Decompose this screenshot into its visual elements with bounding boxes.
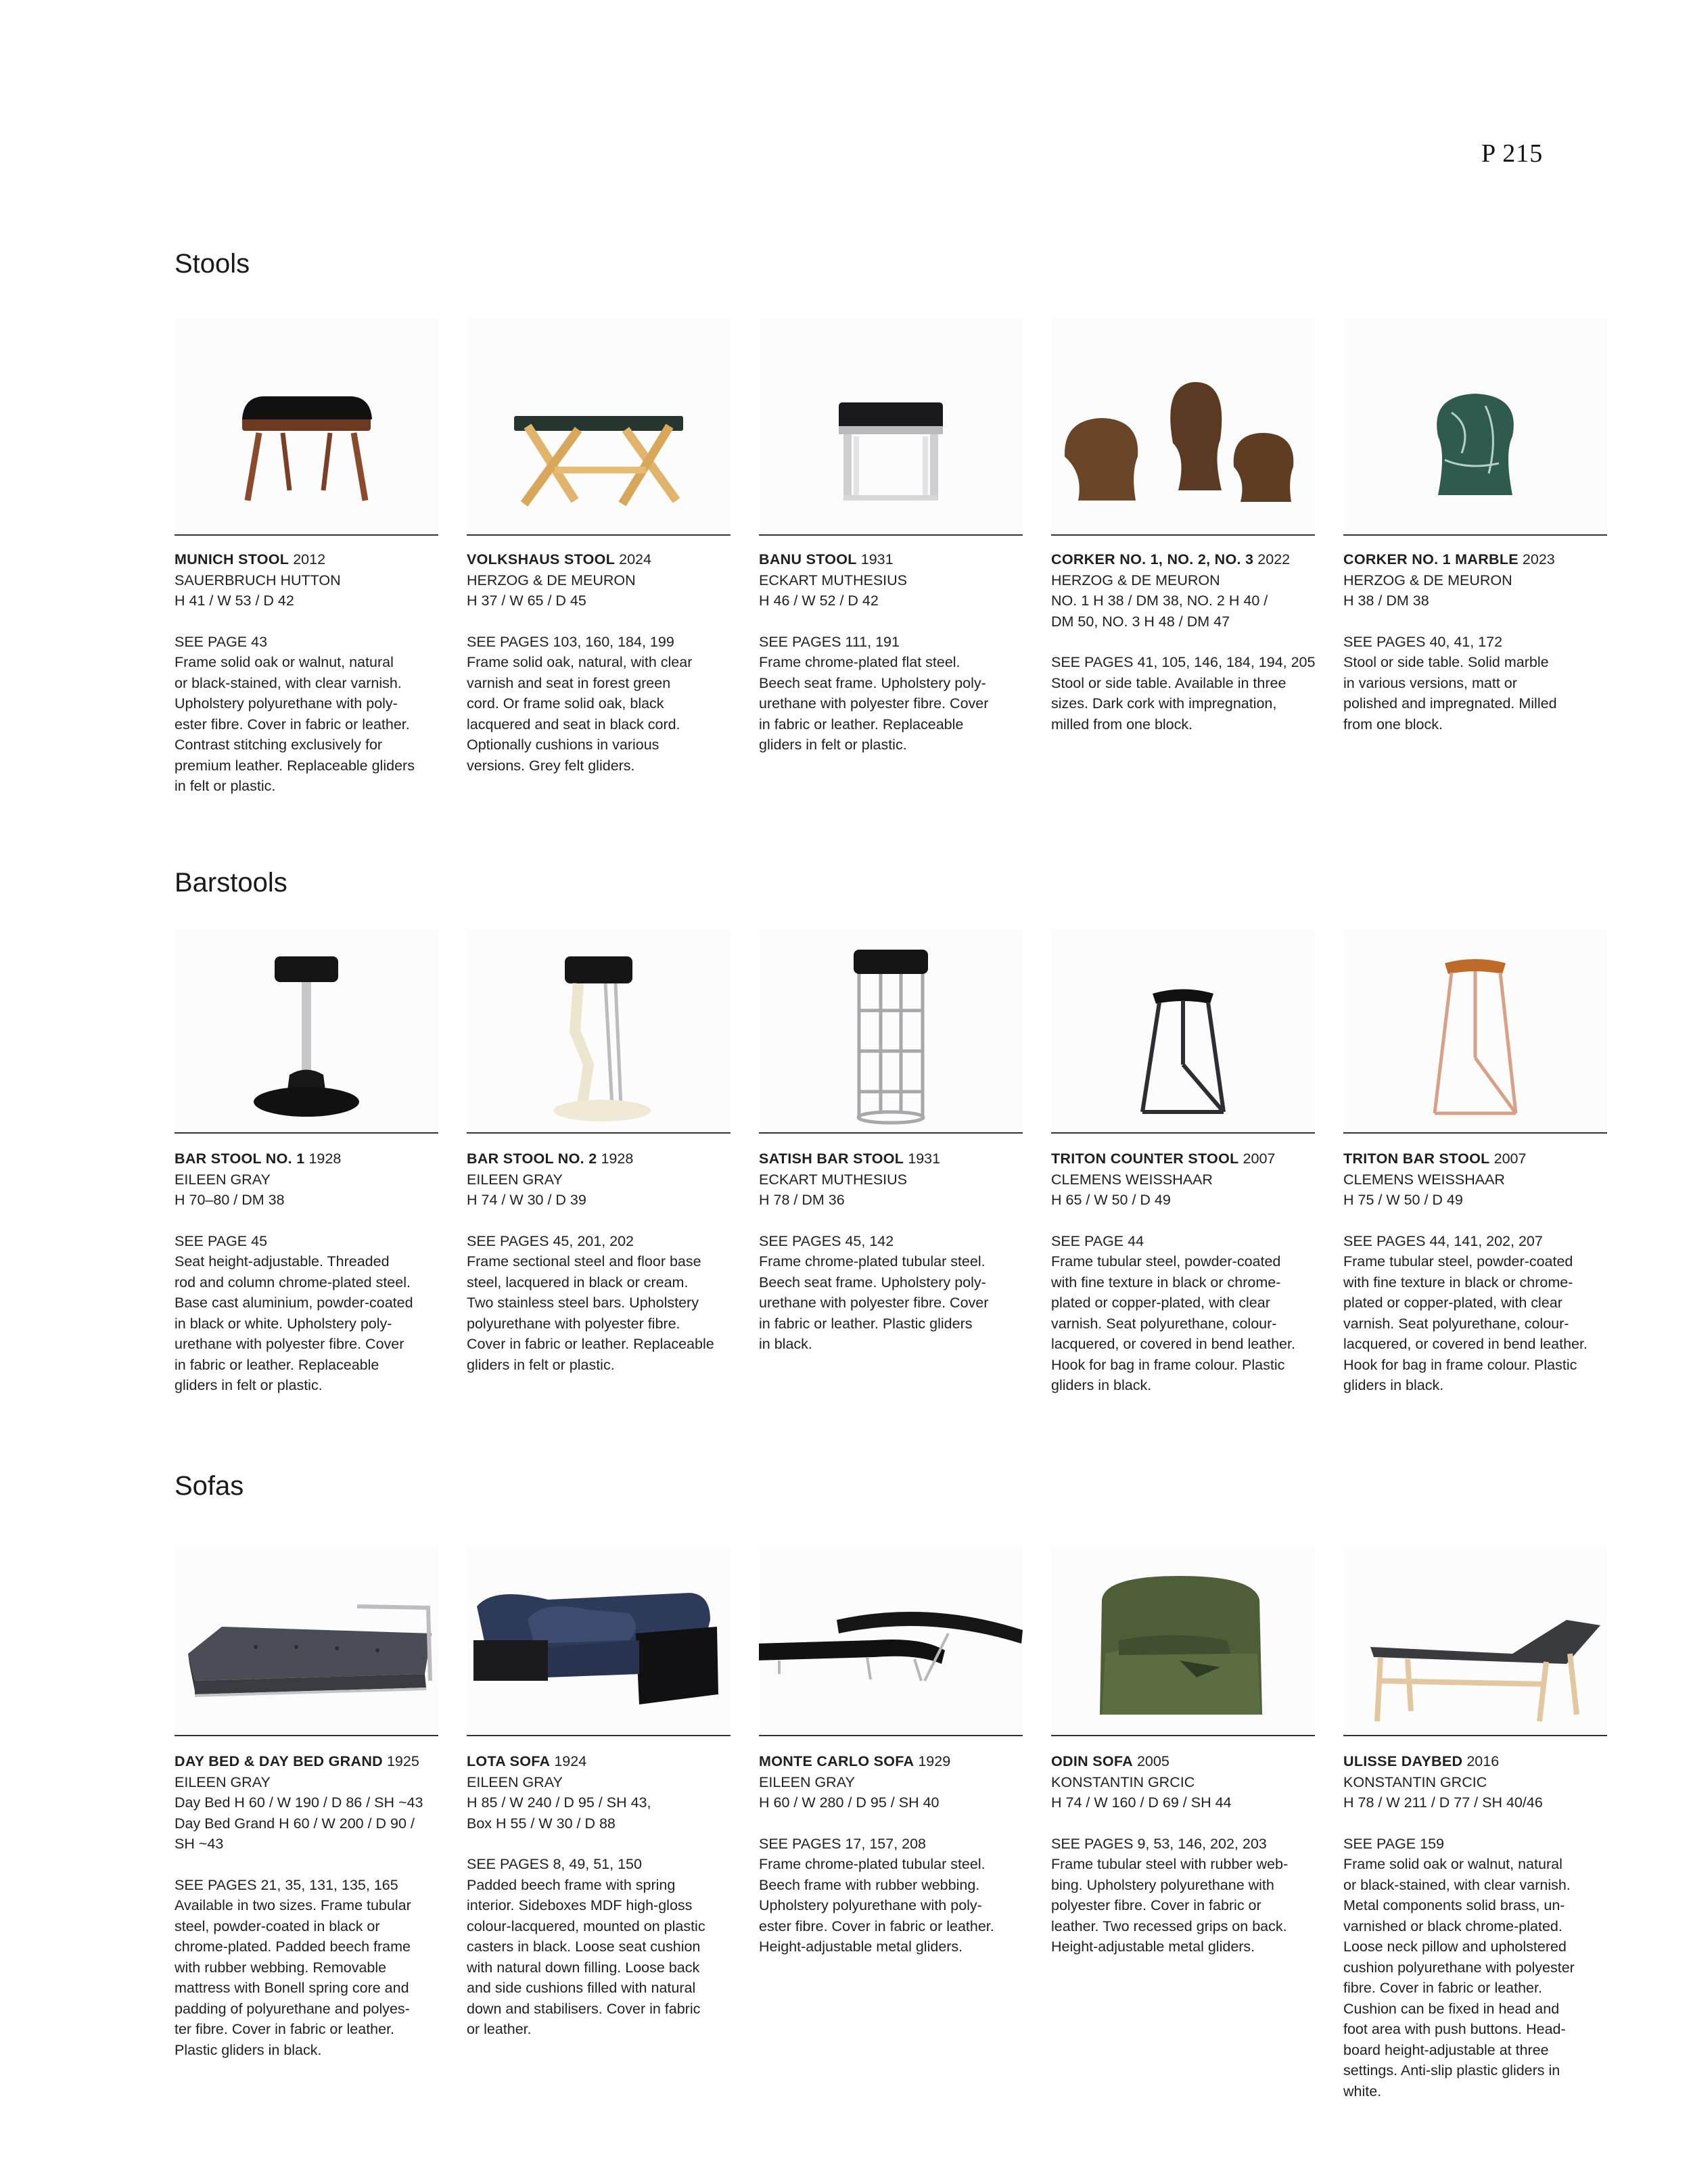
see-pages-reference[interactable]: SEE PAGE 43 — [175, 633, 268, 650]
product-designer: HERZOG & DE MEURON — [1051, 572, 1220, 588]
product-dimensions: H 74 / W 160 / D 69 / SH 44 — [1051, 1794, 1232, 1811]
product-description: Frame sectional steel and floor base steel, lacquered in black or cream. Two stainless steel bars. Upholstery polyurethane with polyester fibre. Cover in fabric or leather. Replaceable gliders in felt or plastic. — [467, 1253, 714, 1373]
card-divider — [759, 1735, 1023, 1736]
product-name: TRITON BAR STOOL — [1343, 1151, 1490, 1167]
card-divider — [759, 1132, 1023, 1134]
banu-stool-image — [759, 318, 1023, 534]
product-dimensions: H 78 / W 211 / D 77 / SH 40/46 — [1343, 1794, 1543, 1811]
card-divider — [467, 534, 731, 536]
monte-carlo-sofa-image — [759, 1546, 1023, 1735]
product-info — [1343, 1751, 1614, 2101]
see-pages-reference[interactable]: SEE PAGES 8, 49, 51, 150 — [467, 1856, 642, 1872]
product-designer: EILEEN GRAY — [759, 1773, 855, 1790]
product-designer: HERZOG & DE MEURON — [467, 572, 636, 588]
see-pages-reference[interactable]: SEE PAGES 45, 201, 202 — [467, 1232, 634, 1249]
product-dimensions: H 65 / W 50 / D 49 — [1051, 1192, 1171, 1208]
card-divider — [1051, 1132, 1315, 1134]
card-divider — [1343, 534, 1607, 536]
see-pages-reference[interactable]: SEE PAGES 44, 141, 202, 207 — [1343, 1232, 1543, 1249]
product-info — [1343, 549, 1614, 735]
section-title-sofas: Sofas — [175, 1471, 244, 1501]
product-description: Stool or side table. Available in three sizes. Dark cork with impregnation, milled from one block. — [1051, 674, 1287, 733]
volkshaus-stool-image — [467, 318, 731, 534]
product-year: 1924 — [554, 1753, 587, 1769]
product-name: VOLKSHAUS STOOL — [467, 551, 616, 567]
product-designer: ECKART MUTHESIUS — [759, 572, 908, 588]
bar-stool-no-1-image — [175, 929, 438, 1132]
product-dimensions: H 60 / W 280 / D 95 / SH 40 — [759, 1794, 940, 1811]
corker-stools-image — [1051, 318, 1315, 534]
corker-marble-image — [1343, 318, 1607, 534]
product-description: Seat height-adjustable. Threaded rod and column chrome-plated steel. Base cast aluminium, powder-coated in black or white. Upholstery poly- urethane with polyester fibre. Cover in fabric or leather. Replaceable gliders in felt or plastic. — [175, 1253, 413, 1393]
product-year: 1928 — [308, 1151, 342, 1167]
product-year: 2005 — [1136, 1753, 1169, 1769]
product-year: 2012 — [293, 551, 326, 567]
see-pages-reference[interactable]: SEE PAGES 45, 142 — [759, 1232, 894, 1249]
product-name: LOTA SOFA — [467, 1753, 551, 1769]
product-description: Frame chrome-plated flat steel. Beech seat frame. Upholstery poly- urethane with polyester fibre. Cover in fabric or leather. Replaceable gliders in felt or plastic. — [759, 654, 989, 753]
see-pages-reference[interactable]: SEE PAGE 45 — [175, 1232, 268, 1249]
product-info — [1051, 549, 1322, 735]
product-description: Frame chrome-plated tubular steel. Beech seat frame. Upholstery poly- urethane with polyester fibre. Cover in fabric or leather. Plastic gliders in black. — [759, 1253, 989, 1352]
product-designer: KONSTANTIN GRCIC — [1051, 1773, 1195, 1790]
product-year: 1928 — [601, 1151, 634, 1167]
product-name: ODIN SOFA — [1051, 1753, 1133, 1769]
card-divider — [1343, 1132, 1607, 1134]
card-divider — [175, 1132, 438, 1134]
section-title-stools: Stools — [175, 249, 250, 279]
bar-stool-no-2-image — [467, 929, 731, 1132]
product-dimensions: NO. 1 H 38 / DM 38, NO. 2 H 40 / DM 50, NO. 3 H 48 / DM 47 — [1051, 593, 1268, 630]
product-designer: EILEEN GRAY — [467, 1773, 563, 1790]
product-description: Stool or side table. Solid marble in various versions, matt or polished and impregnated. Milled from one block. — [1343, 654, 1557, 733]
product-name: DAY BED & DAY BED GRAND — [175, 1753, 383, 1769]
product-designer: EILEEN GRAY — [467, 1171, 563, 1188]
product-name: BAR STOOL NO. 2 — [467, 1151, 597, 1167]
product-dimensions: Day Bed H 60 / W 190 / D 86 / SH ~43 Day Bed Grand H 60 / W 200 / D 90 / SH ~43 — [175, 1794, 423, 1852]
product-name: TRITON COUNTER STOOL — [1051, 1151, 1239, 1167]
product-name: BAR STOOL NO. 1 — [175, 1151, 305, 1167]
product-year: 2016 — [1466, 1753, 1500, 1769]
product-year: 2024 — [619, 551, 651, 567]
product-info — [1051, 1148, 1322, 1396]
see-pages-reference[interactable]: SEE PAGES 21, 35, 131, 135, 165 — [175, 1876, 398, 1893]
product-name: SATISH BAR STOOL — [759, 1151, 904, 1167]
see-pages-reference[interactable]: SEE PAGES 103, 160, 184, 199 — [467, 633, 674, 650]
day-bed-image — [175, 1546, 438, 1735]
see-pages-reference[interactable]: SEE PAGES 17, 157, 208 — [759, 1835, 927, 1852]
product-info — [1051, 1751, 1322, 1957]
card-divider — [467, 1132, 731, 1134]
product-year: 1929 — [918, 1753, 951, 1769]
card-divider — [175, 1735, 438, 1736]
product-dimensions: H 38 / DM 38 — [1343, 593, 1429, 609]
product-year: 2007 — [1493, 1151, 1527, 1167]
product-dimensions: H 78 / DM 36 — [759, 1192, 845, 1208]
product-info — [467, 1751, 737, 2040]
product-description: Frame solid oak or walnut, natural or black-stained, with clear varnish. Metal components solid brass, un- varnished or black chrome-plated. Loose neck pillow and upholstered cushion polyurethane with polyester fibre. Cover in fabric or leather. Cushion can be fixed in head and foot area with push buttons. Head- board height-adjustable at three settings. Anti-slip plastic gliders in white. — [1343, 1856, 1575, 2099]
product-name: BANU STOOL — [759, 551, 857, 567]
product-info — [467, 1148, 737, 1375]
triton-bar-stool-image — [1343, 929, 1607, 1132]
see-pages-reference[interactable]: SEE PAGES 111, 191 — [759, 633, 900, 650]
product-description: Frame solid oak, natural, with clear varnish and seat in forest green cord. Or frame solid oak, black lacquered and seat in black cord. Optionally cushions in various versions. Grey felt gliders. — [467, 654, 693, 774]
product-year: 2023 — [1522, 551, 1555, 567]
product-description: Available in two sizes. Frame tubular steel, powder-coated in black or chrome-plated. Padded beech frame with rubber webbing. Removable mattress with Bonell spring core and padding of polyurethane and polyes- ter fibre. Cover in fabric or leather. Plastic gliders in black. — [175, 1897, 411, 2058]
card-divider — [1051, 1735, 1315, 1736]
product-year: 1925 — [386, 1753, 419, 1769]
card-divider — [175, 534, 438, 536]
lota-sofa-image — [467, 1546, 731, 1735]
see-pages-reference[interactable]: SEE PAGE 159 — [1343, 1835, 1444, 1852]
product-description: Padded beech frame with spring interior. Sideboxes MDF high-gloss colour-lacquered, mounted on plastic casters in black. Loose seat cushion with natural down filling. Loose back and side cushions filled with natural down and stabilisers. Cover in fabric or leather. — [467, 1876, 705, 2037]
munich-stool-image — [175, 318, 438, 534]
product-designer: SAUERBRUCH HUTTON — [175, 572, 341, 588]
product-name: MONTE CARLO SOFA — [759, 1753, 914, 1769]
product-dimensions: H 41 / W 53 / D 42 — [175, 593, 294, 609]
product-dimensions: H 46 / W 52 / D 42 — [759, 593, 879, 609]
product-info — [759, 549, 1029, 756]
product-info — [1343, 1148, 1614, 1396]
product-designer: CLEMENS WEISSHAAR — [1051, 1171, 1213, 1188]
page-number: P 215 — [1481, 139, 1544, 168]
product-designer: ECKART MUTHESIUS — [759, 1171, 908, 1188]
odin-sofa-image — [1051, 1546, 1315, 1735]
product-name: CORKER NO. 1, NO. 2, NO. 3 — [1051, 551, 1254, 567]
product-info — [759, 1751, 1029, 1957]
see-pages-reference[interactable]: SEE PAGE 44 — [1051, 1232, 1144, 1249]
see-pages-reference[interactable]: SEE PAGES 40, 41, 172 — [1343, 633, 1503, 650]
satish-bar-stool-image — [759, 929, 1023, 1132]
product-year: 1931 — [908, 1151, 941, 1167]
product-designer: EILEEN GRAY — [175, 1773, 271, 1790]
product-name: CORKER NO. 1 MARBLE — [1343, 551, 1519, 567]
product-description: Frame solid oak or walnut, natural or black-stained, with clear varnish. Upholstery polyurethane with poly- ester fibre. Cover in fabric or leather. Contrast stitching exclusively for premium leather. Replaceable gliders in felt or plastic. — [175, 654, 415, 794]
product-designer: EILEEN GRAY — [175, 1171, 271, 1188]
card-divider — [1343, 1735, 1607, 1736]
product-designer: CLEMENS WEISSHAAR — [1343, 1171, 1505, 1188]
product-year: 2007 — [1243, 1151, 1276, 1167]
product-dimensions: H 70–80 / DM 38 — [175, 1192, 285, 1208]
product-description: Frame chrome-plated tubular steel. Beech frame with rubber webbing. Upholstery polyurethane with poly- ester fibre. Cover in fabric or leather. Height-adjustable metal gliders. — [759, 1856, 994, 1955]
card-divider — [759, 534, 1023, 536]
ulisse-daybed-image — [1343, 1546, 1607, 1735]
product-dimensions: H 85 / W 240 / D 95 / SH 43, Box H 55 / W 30 / D 88 — [467, 1794, 651, 1832]
card-divider — [467, 1735, 731, 1736]
product-name: MUNICH STOOL — [175, 551, 289, 567]
product-dimensions: H 37 / W 65 / D 45 — [467, 593, 586, 609]
product-name: ULISSE DAYBED — [1343, 1753, 1463, 1769]
see-pages-reference[interactable]: SEE PAGES 41, 105, 146, 184, 194, 205 — [1051, 654, 1316, 670]
product-dimensions: H 75 / W 50 / D 49 — [1343, 1192, 1463, 1208]
triton-counter-stool-image — [1051, 929, 1315, 1132]
product-year: 2022 — [1257, 551, 1291, 567]
product-info — [175, 1751, 445, 2060]
product-description: Frame tubular steel with rubber web- bing. Upholstery polyurethane with polyester fibre. Cover in fabric or leather. Two recessed grips on back. Height-adjustable metal gliders. — [1051, 1856, 1289, 1955]
product-year: 1931 — [860, 551, 894, 567]
product-dimensions: H 74 / W 30 / D 39 — [467, 1192, 586, 1208]
product-info — [759, 1148, 1029, 1355]
see-pages-reference[interactable]: SEE PAGES 9, 53, 146, 202, 203 — [1051, 1835, 1267, 1852]
product-info — [175, 1148, 445, 1396]
product-info — [467, 549, 737, 776]
product-info — [175, 549, 445, 797]
section-title-barstools: Barstools — [175, 868, 287, 898]
product-description: Frame tubular steel, powder-coated with fine texture in black or chrome- plated or copper-plated, with clear varnish. Seat polyurethane, colour- lacquered, or covered in bend leather. Hook for bag in frame colour. Plastic gliders in black. — [1343, 1253, 1588, 1393]
product-designer: HERZOG & DE MEURON — [1343, 572, 1512, 588]
card-divider — [1051, 534, 1315, 536]
product-designer: KONSTANTIN GRCIC — [1343, 1773, 1487, 1790]
product-description: Frame tubular steel, powder-coated with fine texture in black or chrome- plated or copper-plated, with clear varnish. Seat polyurethane, colour- lacquered, or covered in bend leather. Hook for bag in frame colour. Plastic gliders in black. — [1051, 1253, 1295, 1393]
